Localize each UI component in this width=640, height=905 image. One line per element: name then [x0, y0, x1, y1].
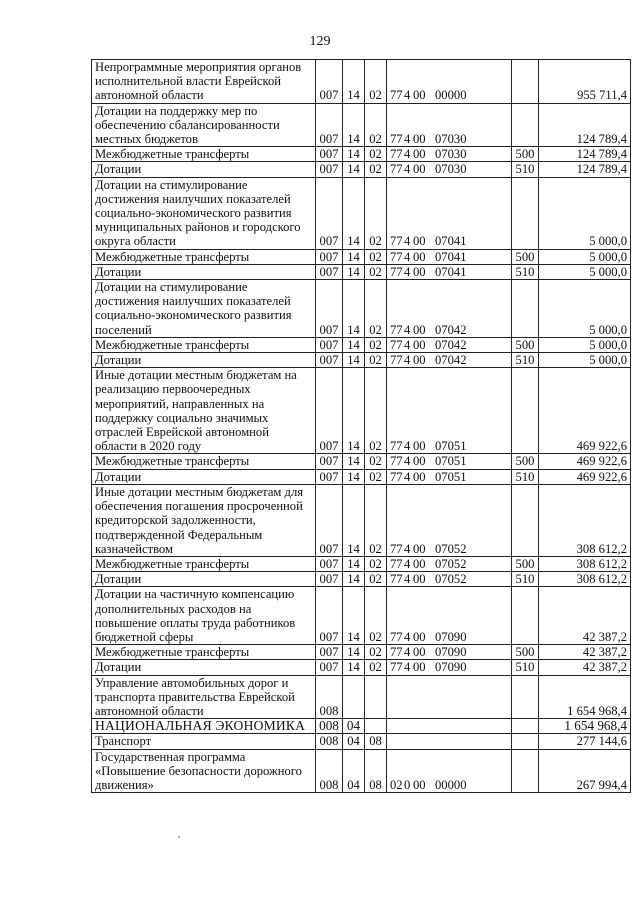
subsection-code: 02 — [365, 60, 387, 104]
row-sum: 469 922,6 — [539, 469, 631, 484]
target-article-code — [387, 60, 512, 104]
row-name: Дотации на стимулирование достижения наилучших показателей социально-экономического развития поселений — [92, 280, 316, 338]
table-row — [92, 177, 631, 249]
direction-part: 07030 — [435, 147, 467, 162]
program-part: 77 — [390, 264, 403, 279]
table-row — [92, 556, 631, 571]
program-part: 77 — [390, 629, 403, 644]
row-sum: 469 922,6 — [539, 454, 631, 469]
program-part: 77 — [390, 439, 403, 454]
target-article-code — [387, 484, 512, 556]
direction-part: 00000 — [435, 777, 467, 792]
subprogram-part: 4 — [404, 322, 411, 337]
program-part: 77 — [390, 556, 403, 571]
row-sum: 469 922,6 — [539, 368, 631, 454]
subprogram-part: 4 — [404, 147, 411, 162]
page-number: 129 — [309, 34, 331, 49]
section-code: 14 — [343, 264, 365, 279]
section-code: 14 — [343, 60, 365, 104]
scan-speck — [178, 836, 180, 838]
target-article-code — [387, 162, 512, 177]
program-part: 77 — [390, 645, 403, 660]
expense-type-code: 510 — [512, 660, 539, 675]
direction-part: 07051 — [435, 454, 467, 469]
main-event-part: 00 — [413, 660, 426, 675]
target-article-code — [387, 249, 512, 264]
direction-part: 07030 — [435, 162, 467, 177]
ministry-code: 007 — [316, 572, 343, 587]
target-article-code — [387, 280, 512, 338]
section-code: 04 — [343, 734, 365, 749]
main-event-part: 00 — [413, 469, 426, 484]
main-event-part: 00 — [413, 249, 426, 264]
budget-table — [91, 59, 631, 793]
target-article-code — [387, 675, 512, 719]
program-part: 77 — [390, 162, 403, 177]
section-code: 04 — [343, 749, 365, 793]
row-name: Межбюджетные трансферты — [92, 454, 316, 469]
target-article-code — [387, 734, 512, 749]
subprogram-part: 4 — [404, 88, 411, 103]
target-article-code — [387, 264, 512, 279]
expense-type-code — [512, 60, 539, 104]
subsection-code: 02 — [365, 469, 387, 484]
table-row — [92, 280, 631, 338]
section-code: 14 — [343, 103, 365, 147]
section-code: 04 — [343, 719, 365, 734]
expense-type-code: 500 — [512, 645, 539, 660]
main-event-part: 00 — [413, 556, 426, 571]
direction-part: 07041 — [435, 234, 467, 249]
subsection-code: 02 — [365, 484, 387, 556]
table-row — [92, 645, 631, 660]
main-event-part: 00 — [413, 147, 426, 162]
ministry-code: 008 — [316, 675, 343, 719]
expense-type-code — [512, 484, 539, 556]
section-code: 14 — [343, 337, 365, 352]
table-row — [92, 454, 631, 469]
target-article-code — [387, 103, 512, 147]
subprogram-part: 4 — [404, 454, 411, 469]
row-sum: 308 612,2 — [539, 556, 631, 571]
row-sum: 124 789,4 — [539, 147, 631, 162]
row-sum: 5 000,0 — [539, 280, 631, 338]
subprogram-part: 4 — [404, 572, 411, 587]
subsection-code: 02 — [365, 454, 387, 469]
row-name: Дотации — [92, 162, 316, 177]
main-event-part: 00 — [413, 162, 426, 177]
row-sum: 308 612,2 — [539, 572, 631, 587]
expense-type-code: 510 — [512, 572, 539, 587]
target-article-code — [387, 572, 512, 587]
expense-type-code — [512, 103, 539, 147]
target-article-code — [387, 177, 512, 249]
row-sum: 124 789,4 — [539, 162, 631, 177]
expense-type-code — [512, 749, 539, 793]
program-part: 77 — [390, 234, 403, 249]
table-row — [92, 572, 631, 587]
row-sum: 42 387,2 — [539, 645, 631, 660]
target-article-code — [387, 469, 512, 484]
ministry-code: 007 — [316, 587, 343, 645]
expense-type-code: 510 — [512, 353, 539, 368]
row-sum: 5 000,0 — [539, 249, 631, 264]
target-article-code — [387, 645, 512, 660]
expense-type-code — [512, 587, 539, 645]
subsection-code: 02 — [365, 645, 387, 660]
main-event-part: 00 — [413, 132, 426, 147]
row-sum: 124 789,4 — [539, 103, 631, 147]
ministry-code: 007 — [316, 484, 343, 556]
table-row — [92, 469, 631, 484]
program-part: 77 — [390, 469, 403, 484]
row-name: Межбюджетные трансферты — [92, 249, 316, 264]
row-name: Дотации — [92, 660, 316, 675]
section-code: 14 — [343, 353, 365, 368]
row-sum: 5 000,0 — [539, 264, 631, 279]
table-row — [92, 734, 631, 749]
budget-table-body — [92, 60, 631, 793]
subprogram-part: 4 — [404, 249, 411, 264]
section-code: 14 — [343, 587, 365, 645]
table-row — [92, 249, 631, 264]
program-part: 02 — [390, 777, 403, 792]
table-row — [92, 353, 631, 368]
table-row — [92, 749, 631, 793]
row-sum: 5 000,0 — [539, 353, 631, 368]
target-article-code — [387, 556, 512, 571]
subsection-code: 02 — [365, 353, 387, 368]
table-row — [92, 719, 631, 734]
program-part: 77 — [390, 541, 403, 556]
direction-part: 07042 — [435, 337, 467, 352]
target-article-code — [387, 749, 512, 793]
program-part: 77 — [390, 249, 403, 264]
expense-type-code: 510 — [512, 162, 539, 177]
row-sum: 308 612,2 — [539, 484, 631, 556]
target-article-code — [387, 660, 512, 675]
section-code: 14 — [343, 660, 365, 675]
subsection-code: 02 — [365, 147, 387, 162]
ministry-code: 007 — [316, 280, 343, 338]
subprogram-part: 4 — [404, 645, 411, 660]
main-event-part: 00 — [413, 454, 426, 469]
subprogram-part: 0 — [404, 777, 411, 792]
row-name: Иные дотации местным бюджетам на реализацию первоочередных мероприятий, направленных на поддержку социально значимых отраслей Еврейской автономной области в 2020 году — [92, 368, 316, 454]
program-part: 77 — [390, 88, 403, 103]
ministry-code: 008 — [316, 749, 343, 793]
expense-type-code — [512, 368, 539, 454]
expense-type-code: 500 — [512, 556, 539, 571]
row-name: Непрограммные мероприятия органов исполнительной власти Еврейской автономной области — [92, 60, 316, 104]
subsection-code — [365, 675, 387, 719]
row-sum: 42 387,2 — [539, 660, 631, 675]
ministry-code: 007 — [316, 469, 343, 484]
subprogram-part: 4 — [404, 556, 411, 571]
ministry-code: 007 — [316, 337, 343, 352]
row-name: Дотации на частичную компенсацию дополнительных расходов на повышение оплаты труда работников бюджетной сферы — [92, 587, 316, 645]
main-event-part: 00 — [413, 88, 426, 103]
table-row — [92, 103, 631, 147]
ministry-code: 007 — [316, 645, 343, 660]
subprogram-part: 4 — [404, 234, 411, 249]
row-name: Межбюджетные трансферты — [92, 337, 316, 352]
main-event-part: 00 — [413, 777, 426, 792]
table-row — [92, 147, 631, 162]
direction-part: 07042 — [435, 322, 467, 337]
ministry-code: 007 — [316, 177, 343, 249]
ministry-code: 007 — [316, 353, 343, 368]
ministry-code: 008 — [316, 719, 343, 734]
main-event-part: 00 — [413, 439, 426, 454]
ministry-code: 007 — [316, 454, 343, 469]
subsection-code: 02 — [365, 572, 387, 587]
program-part: 77 — [390, 353, 403, 368]
subsection-code: 02 — [365, 249, 387, 264]
target-article-code — [387, 454, 512, 469]
program-part: 77 — [390, 572, 403, 587]
subsection-code — [365, 719, 387, 734]
subprogram-part: 4 — [404, 132, 411, 147]
row-name: Межбюджетные трансферты — [92, 556, 316, 571]
section-code: 14 — [343, 368, 365, 454]
subsection-code: 02 — [365, 587, 387, 645]
target-article-code — [387, 587, 512, 645]
expense-type-code: 500 — [512, 454, 539, 469]
target-article-code — [387, 337, 512, 352]
program-part: 77 — [390, 147, 403, 162]
expense-type-code: 500 — [512, 147, 539, 162]
table-row — [92, 368, 631, 454]
main-event-part: 00 — [413, 629, 426, 644]
table-row — [92, 162, 631, 177]
ministry-code: 007 — [316, 556, 343, 571]
target-article-code — [387, 719, 512, 734]
expense-type-code: 500 — [512, 337, 539, 352]
table-row — [92, 60, 631, 104]
subsection-code: 02 — [365, 337, 387, 352]
section-code: 14 — [343, 572, 365, 587]
direction-part: 07090 — [435, 629, 467, 644]
direction-part: 07041 — [435, 264, 467, 279]
ministry-code: 007 — [316, 60, 343, 104]
subprogram-part: 4 — [404, 353, 411, 368]
row-name: Дотации — [92, 353, 316, 368]
ministry-code: 007 — [316, 660, 343, 675]
program-part: 77 — [390, 660, 403, 675]
row-name: Иные дотации местным бюджетам для обеспечения погашения просроченной кредиторской задолженности, подтвержденной Федеральным казначейством — [92, 484, 316, 556]
program-part: 77 — [390, 454, 403, 469]
subprogram-part: 4 — [404, 162, 411, 177]
row-name: Дотации — [92, 572, 316, 587]
main-event-part: 00 — [413, 337, 426, 352]
row-sum: 1 654 968,4 — [539, 719, 631, 734]
program-part: 77 — [390, 132, 403, 147]
subprogram-part: 4 — [404, 439, 411, 454]
row-name: Транспорт — [92, 734, 316, 749]
target-article-code — [387, 147, 512, 162]
subsection-code: 02 — [365, 264, 387, 279]
subprogram-part: 4 — [404, 629, 411, 644]
main-event-part: 00 — [413, 645, 426, 660]
row-sum: 5 000,0 — [539, 177, 631, 249]
subsection-code: 02 — [365, 368, 387, 454]
section-code: 14 — [343, 162, 365, 177]
row-sum: 5 000,0 — [539, 337, 631, 352]
expense-type-code — [512, 734, 539, 749]
section-code — [343, 675, 365, 719]
section-code: 14 — [343, 645, 365, 660]
section-code: 14 — [343, 469, 365, 484]
direction-part: 07090 — [435, 660, 467, 675]
row-sum: 1 654 968,4 — [539, 675, 631, 719]
program-part: 77 — [390, 337, 403, 352]
direction-part: 07042 — [435, 353, 467, 368]
row-name: Управление автомобильных дорог и транспорта правительства Еврейской автономной области — [92, 675, 316, 719]
table-row — [92, 264, 631, 279]
main-event-part: 00 — [413, 264, 426, 279]
subsection-code: 02 — [365, 103, 387, 147]
row-name: Дотации на поддержку мер по обеспечению сбалансированности местных бюджетов — [92, 103, 316, 147]
direction-part: 07052 — [435, 572, 467, 587]
row-name: Дотации — [92, 469, 316, 484]
direction-part: 07090 — [435, 645, 467, 660]
row-sum: 955 711,4 — [539, 60, 631, 104]
section-code: 14 — [343, 280, 365, 338]
ministry-code: 007 — [316, 147, 343, 162]
section-code: 14 — [343, 454, 365, 469]
table-row — [92, 337, 631, 352]
subprogram-part: 4 — [404, 660, 411, 675]
expense-type-code — [512, 675, 539, 719]
subprogram-part: 4 — [404, 264, 411, 279]
subprogram-part: 4 — [404, 337, 411, 352]
row-name: Межбюджетные трансферты — [92, 147, 316, 162]
row-name: Дотации на стимулирование достижения наилучших показателей социально-экономического развития муниципальных районов и городского округа области — [92, 177, 316, 249]
subsection-code: 08 — [365, 734, 387, 749]
main-event-part: 00 — [413, 234, 426, 249]
direction-part: 07052 — [435, 541, 467, 556]
direction-part: 00000 — [435, 88, 467, 103]
subsection-code: 02 — [365, 280, 387, 338]
main-event-part: 00 — [413, 353, 426, 368]
subsection-code: 02 — [365, 556, 387, 571]
table-row — [92, 484, 631, 556]
direction-part: 07051 — [435, 469, 467, 484]
table-row — [92, 587, 631, 645]
main-event-part: 00 — [413, 322, 426, 337]
target-article-code — [387, 368, 512, 454]
direction-part: 07030 — [435, 132, 467, 147]
row-sum: 267 994,4 — [539, 749, 631, 793]
direction-part: 07051 — [435, 439, 467, 454]
section-code: 14 — [343, 177, 365, 249]
table-row — [92, 675, 631, 719]
expense-type-code: 510 — [512, 469, 539, 484]
ministry-code: 007 — [316, 264, 343, 279]
ministry-code: 007 — [316, 368, 343, 454]
subprogram-part: 4 — [404, 469, 411, 484]
row-name: Межбюджетные трансферты — [92, 645, 316, 660]
ministry-code: 008 — [316, 734, 343, 749]
ministry-code: 007 — [316, 103, 343, 147]
ministry-code: 007 — [316, 249, 343, 264]
subsection-code: 02 — [365, 162, 387, 177]
expense-type-code — [512, 719, 539, 734]
row-sum: 277 144,6 — [539, 734, 631, 749]
target-article-code — [387, 353, 512, 368]
expense-type-code: 510 — [512, 264, 539, 279]
section-code: 14 — [343, 147, 365, 162]
subsection-code: 02 — [365, 660, 387, 675]
row-sum: 42 387,2 — [539, 587, 631, 645]
expense-type-code — [512, 177, 539, 249]
direction-part: 07041 — [435, 249, 467, 264]
table-row — [92, 660, 631, 675]
main-event-part: 00 — [413, 541, 426, 556]
subsection-code: 08 — [365, 749, 387, 793]
section-code: 14 — [343, 249, 365, 264]
expense-type-code — [512, 280, 539, 338]
section-code: 14 — [343, 556, 365, 571]
expense-type-code: 500 — [512, 249, 539, 264]
subprogram-part: 4 — [404, 541, 411, 556]
row-name: Государственная программа «Повышение безопасности дорожного движения» — [92, 749, 316, 793]
subsection-code: 02 — [365, 177, 387, 249]
row-name: Дотации — [92, 264, 316, 279]
ministry-code: 007 — [316, 162, 343, 177]
main-event-part: 00 — [413, 572, 426, 587]
program-part: 77 — [390, 322, 403, 337]
row-name: НАЦИОНАЛЬНАЯ ЭКОНОМИКА — [92, 719, 316, 734]
direction-part: 07052 — [435, 556, 467, 571]
section-code: 14 — [343, 484, 365, 556]
